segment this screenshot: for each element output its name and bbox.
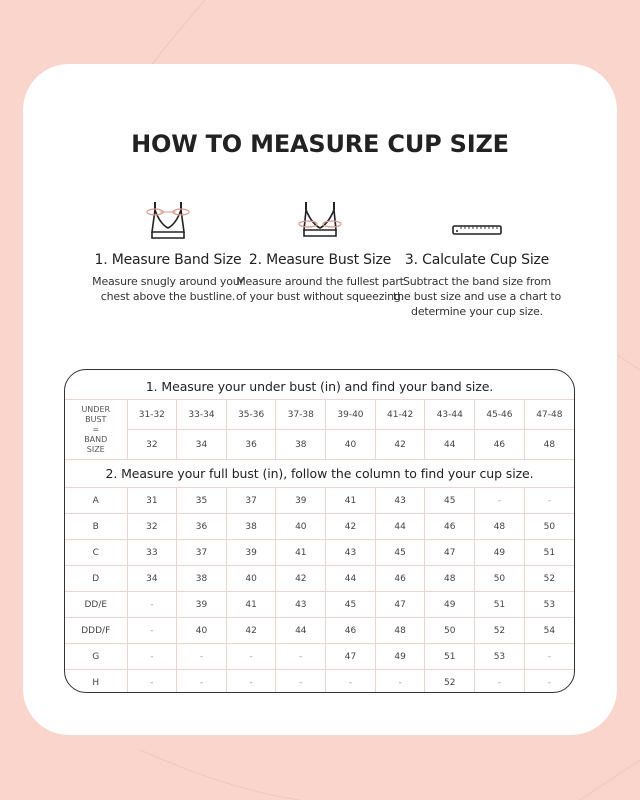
cup-bust-cell: 50	[524, 514, 574, 540]
cup-bust-cell: 44	[375, 514, 425, 540]
cup-bust-cell: 51	[475, 592, 525, 618]
cup-bust-cell: 42	[276, 566, 326, 592]
size-chart	[64, 369, 575, 693]
cup-bust-cell: 43	[276, 592, 326, 618]
step-description: Measure snugly around your chest above the bustline.	[92, 275, 244, 303]
under-bust-cell: 39-40	[326, 400, 376, 430]
cup-bust-cell: 51	[425, 644, 475, 670]
step-description: Measure around the fullest part of your bust without squeezing.	[236, 275, 404, 303]
band-size-cell: 48	[524, 430, 574, 460]
cup-bust-cell: 51	[524, 540, 574, 566]
table-row	[65, 566, 574, 592]
under-bust-cell: 41-42	[375, 400, 425, 430]
band-size-cell: 32	[127, 430, 177, 460]
cup-bust-cell: 46	[425, 514, 475, 540]
cup-bust-cell: 44	[276, 618, 326, 644]
cup-bust-cell: -	[276, 644, 326, 670]
cup-bust-cell: -	[475, 670, 525, 694]
cup-bust-cell: 35	[177, 488, 227, 514]
cup-bust-cell: 49	[375, 644, 425, 670]
cup-bust-cell: 50	[475, 566, 525, 592]
cup-bust-cell: -	[524, 488, 574, 514]
cup-bust-cell: 39	[177, 592, 227, 618]
cup-label: G	[65, 644, 127, 670]
info-card	[23, 64, 617, 735]
band-size-cell: 40	[326, 430, 376, 460]
cup-label: D	[65, 566, 127, 592]
cup-bust-cell: 52	[475, 618, 525, 644]
step-title: 2. Measure Bust Size	[248, 252, 392, 268]
table-row	[65, 670, 574, 694]
cup-bust-cell: 53	[475, 644, 525, 670]
table-row	[65, 540, 574, 566]
cup-bust-cell: -	[177, 670, 227, 694]
cup-bust-cell: 45	[375, 540, 425, 566]
cup-bust-cell: -	[326, 670, 376, 694]
cup-bust-cell: 41	[226, 592, 276, 618]
cup-bust-cell: 39	[226, 540, 276, 566]
cup-bust-cell: -	[127, 670, 177, 694]
band-size-row	[65, 430, 574, 460]
cup-bust-cell: 41	[326, 488, 376, 514]
band-size-cell: 46	[475, 430, 525, 460]
step-title: 3. Calculate Cup Size	[404, 252, 550, 268]
step-title: 1. Measure Band Size	[94, 252, 242, 268]
band-size-cell: 36	[226, 430, 276, 460]
cup-size-table	[65, 487, 574, 693]
cup-label: A	[65, 488, 127, 514]
cup-bust-cell: 41	[276, 540, 326, 566]
cup-bust-cell: 40	[226, 566, 276, 592]
cup-bust-cell: 37	[177, 540, 227, 566]
cup-bust-cell: 32	[127, 514, 177, 540]
cup-bust-cell: -	[177, 644, 227, 670]
band-size-table	[65, 399, 574, 460]
cup-bust-cell: 33	[127, 540, 177, 566]
cup-bust-cell: -	[127, 644, 177, 670]
band-size-cell: 34	[177, 430, 227, 460]
table-row	[65, 514, 574, 540]
cup-bust-cell: 45	[425, 488, 475, 514]
cup-bust-cell: 39	[276, 488, 326, 514]
cup-label: C	[65, 540, 127, 566]
cup-bust-cell: 43	[326, 540, 376, 566]
under-bust-cell: 37-38	[276, 400, 326, 430]
cup-label: DD/E	[65, 592, 127, 618]
cup-bust-cell: 47	[375, 592, 425, 618]
cup-bust-cell: 46	[326, 618, 376, 644]
cup-bust-cell: 49	[475, 540, 525, 566]
cup-bust-cell: 49	[425, 592, 475, 618]
under-bust-row	[65, 400, 574, 430]
cup-bust-cell: 31	[127, 488, 177, 514]
band-size-cell: 42	[375, 430, 425, 460]
under-bust-cell: 47-48	[524, 400, 574, 430]
under-bust-cell: 35-36	[226, 400, 276, 430]
cup-label: H	[65, 670, 127, 694]
under-bust-cell: 33-34	[177, 400, 227, 430]
cup-bust-cell: -	[524, 670, 574, 694]
step-bust-size	[230, 194, 410, 304]
cup-bust-cell: 46	[375, 566, 425, 592]
step-description: Subtract the band size from the bust size and use a chart to determine your cup size.	[393, 275, 561, 318]
cup-label: B	[65, 514, 127, 540]
table-row	[65, 592, 574, 618]
band-size-cell: 38	[276, 430, 326, 460]
cup-bust-cell: 47	[425, 540, 475, 566]
cup-bust-cell: 42	[226, 618, 276, 644]
under-bust-cell: 43-44	[425, 400, 475, 430]
cup-bust-cell: 48	[475, 514, 525, 540]
table-row	[65, 488, 574, 514]
cup-bust-cell: 40	[177, 618, 227, 644]
cup-bust-cell: 38	[226, 514, 276, 540]
cup-bust-cell: 52	[425, 670, 475, 694]
page-title: HOW TO MEASURE CUP SIZE	[131, 130, 509, 158]
band-section-heading: 1. Measure your under bust (in) and find your band size.	[145, 378, 494, 394]
cup-label: DDD/F	[65, 618, 127, 644]
under-bust-band-size-label: UNDER BUST = BAND SIZE	[65, 400, 127, 460]
bra-bust-measure-icon	[230, 194, 410, 244]
cup-bust-cell: -	[127, 618, 177, 644]
cup-bust-cell: 54	[524, 618, 574, 644]
cup-bust-cell: -	[276, 670, 326, 694]
cup-bust-cell: 34	[127, 566, 177, 592]
table-row	[65, 618, 574, 644]
cup-bust-cell: 40	[276, 514, 326, 540]
band-size-cell: 44	[425, 430, 475, 460]
cup-bust-cell: 42	[326, 514, 376, 540]
cup-bust-cell: 45	[326, 592, 376, 618]
cup-bust-cell: 47	[326, 644, 376, 670]
ruler-icon	[387, 194, 567, 244]
cup-bust-cell: 52	[524, 566, 574, 592]
cup-bust-cell: 50	[425, 618, 475, 644]
under-bust-cell: 31-32	[127, 400, 177, 430]
cup-bust-cell: -	[475, 488, 525, 514]
cup-bust-cell: 53	[524, 592, 574, 618]
measurement-steps	[23, 194, 617, 324]
cup-bust-cell: -	[226, 670, 276, 694]
cup-bust-cell: 44	[326, 566, 376, 592]
step-calculate-cup	[387, 194, 567, 319]
cup-bust-cell: -	[127, 592, 177, 618]
cup-bust-cell: 48	[375, 618, 425, 644]
under-bust-cell: 45-46	[475, 400, 525, 430]
cup-section-heading: 2. Measure your full bust (in), follow the column to find your cup size.	[105, 466, 534, 481]
cup-bust-cell: -	[524, 644, 574, 670]
cup-bust-cell: 36	[177, 514, 227, 540]
cup-bust-cell: 43	[375, 488, 425, 514]
cup-bust-cell: 37	[226, 488, 276, 514]
cup-bust-cell: 48	[425, 566, 475, 592]
cup-bust-cell: -	[226, 644, 276, 670]
table-row	[65, 644, 574, 670]
cup-bust-cell: -	[375, 670, 425, 694]
cup-bust-cell: 38	[177, 566, 227, 592]
